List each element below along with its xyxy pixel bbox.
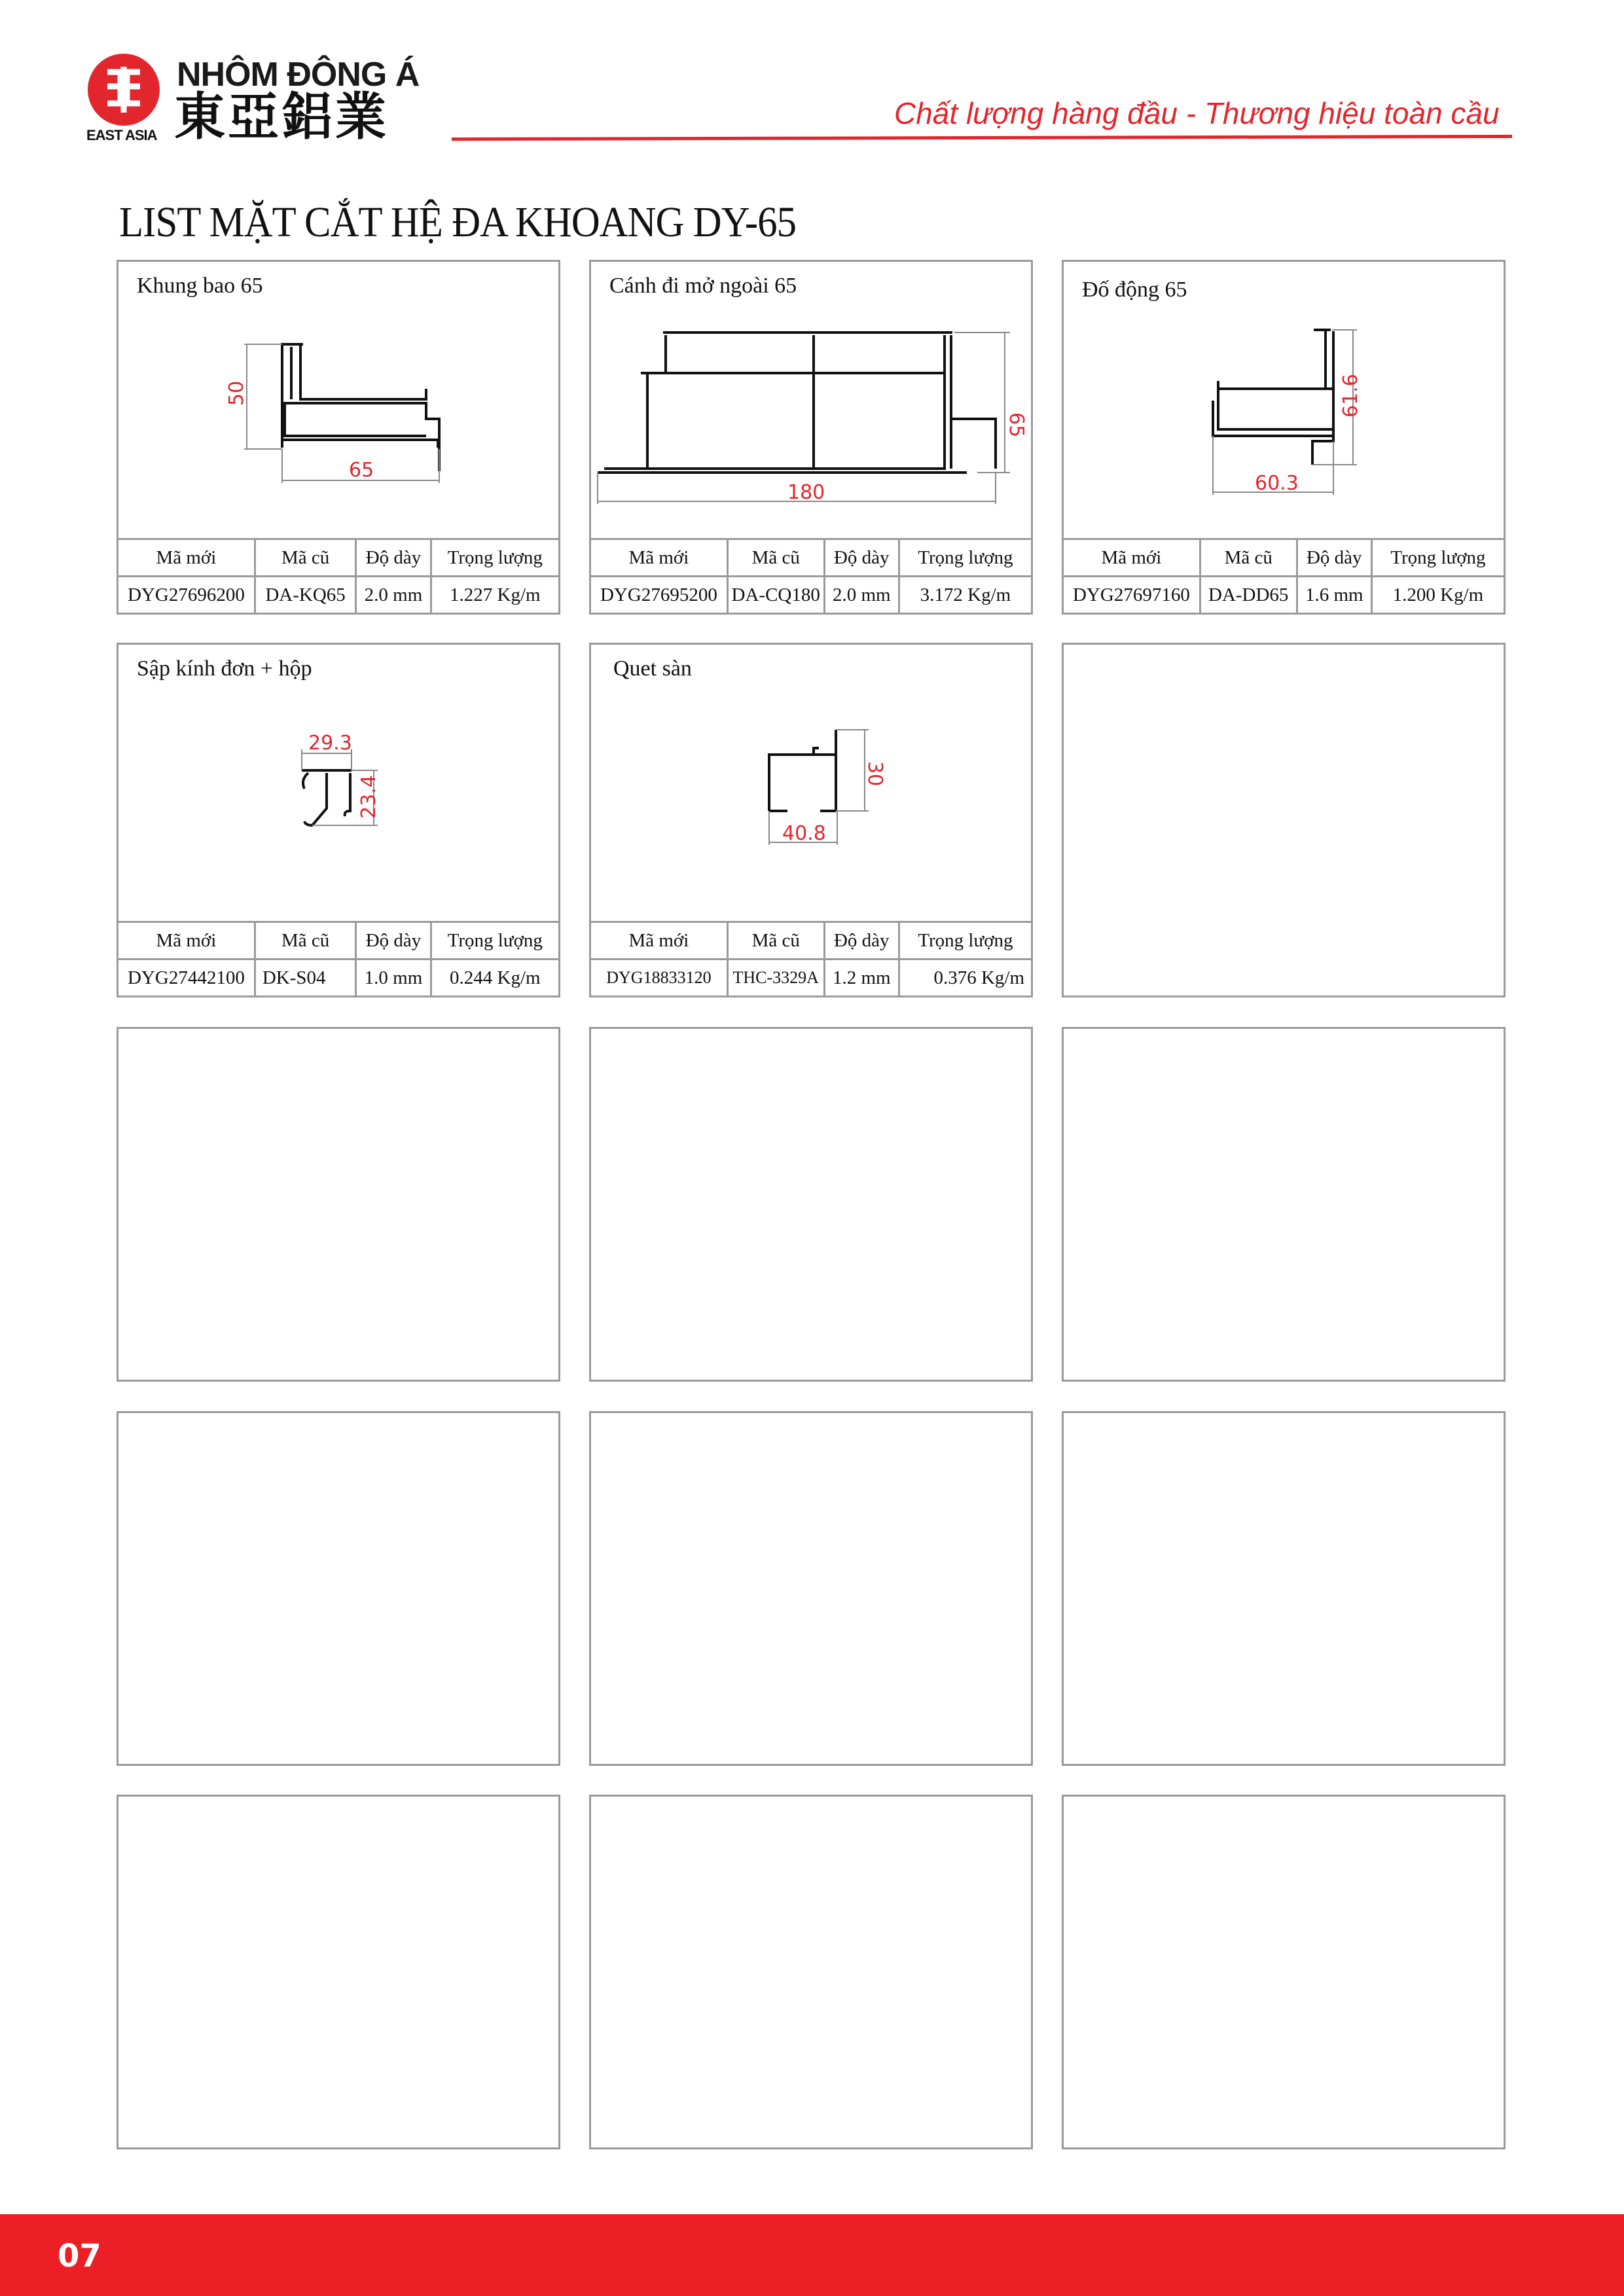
logo-glyph-icon [88, 54, 160, 126]
empty-card [1062, 1795, 1506, 2149]
spec-table: Mã mới Mã cũ Độ dày Trọng lượng DYG18833120 THC-3329A 1.2 mm 0.376 Kg/m [591, 921, 1031, 996]
svg-text:30: 30 [863, 761, 886, 787]
profile-drawing [118, 308, 558, 543]
page-title: LIST MẶT CẮT HỆ ĐA KHOANG DY-65 [119, 198, 797, 246]
profile-name: Đố động 65 [1082, 278, 1187, 302]
profile-card [1062, 260, 1506, 615]
empty-card [589, 1027, 1033, 1382]
profile-drawing [591, 691, 1031, 926]
company-logo [88, 54, 160, 126]
svg-text:40.8: 40.8 [782, 822, 826, 845]
empty-card [117, 1795, 560, 2149]
slogan: Chất lượng hàng đầu - Thương hiệu toàn cầu [894, 96, 1500, 130]
empty-card [117, 1411, 560, 1766]
profile-drawing [591, 308, 1031, 543]
spec-table: Mã mới Mã cũ Độ dày Trọng lượng DYG27442100 DK-S04 1.0 mm 0.244 Kg/m [118, 921, 558, 996]
empty-card [1062, 1027, 1506, 1382]
profile-card [589, 260, 1033, 615]
brand-name-vn: NHÔM ĐÔNG Á [177, 56, 420, 94]
svg-text:65: 65 [349, 459, 374, 482]
trong-luong: 1.227 Kg/m [431, 577, 558, 613]
profile-name: Sập kính đơn + hộp [137, 656, 312, 681]
profile-drawing [1064, 308, 1504, 543]
svg-text:50: 50 [225, 380, 248, 406]
svg-text:61.6: 61.6 [1339, 374, 1362, 418]
spec-table: Mã mới Mã cũ Độ dày Trọng lượng DYG27697160 DA-DD65 1.6 mm 1.200 Kg/m [1064, 538, 1504, 613]
empty-card [117, 1027, 560, 1382]
footer-bar [0, 2214, 1624, 2296]
svg-text:180: 180 [787, 481, 825, 504]
empty-card [1062, 1411, 1506, 1766]
spec-table: Mã mới Mã cũ Độ dày Trọng lượng DYG27695200 DA-CQ180 2.0 mm 3.172 Kg/m [591, 538, 1031, 613]
ma-moi: DYG27696200 [118, 577, 255, 613]
brand-name-cn: 東亞鋁業 [174, 88, 389, 147]
profile-drawing [118, 691, 558, 926]
page-number: 07 [58, 2238, 101, 2274]
empty-card [589, 1795, 1033, 2149]
profile-name: Khung bao 65 [137, 274, 263, 298]
svg-text:60.3: 60.3 [1255, 472, 1299, 495]
do-day: 2.0 mm [356, 577, 431, 613]
ma-cu: DA-KQ65 [255, 577, 356, 613]
profile-name: Quet sàn [613, 656, 692, 681]
logo-subtext: EAST ASIA [86, 127, 157, 143]
empty-card [1062, 643, 1506, 997]
spec-table: Mã mới Mã cũ Độ dày Trọng lượng DYG27696200 DA-KQ65 2.0 mm 1.227 Kg/m [118, 538, 558, 613]
header-divider [452, 135, 1512, 141]
profile-name: Cánh đi mở ngoài 65 [609, 274, 797, 298]
profile-card [117, 643, 560, 997]
svg-text:65: 65 [1005, 412, 1028, 438]
empty-card [589, 1411, 1033, 1766]
profile-card [589, 643, 1033, 997]
svg-text:23.4: 23.4 [357, 775, 380, 819]
svg-text:29.3: 29.3 [308, 732, 352, 755]
profile-card [117, 260, 560, 615]
